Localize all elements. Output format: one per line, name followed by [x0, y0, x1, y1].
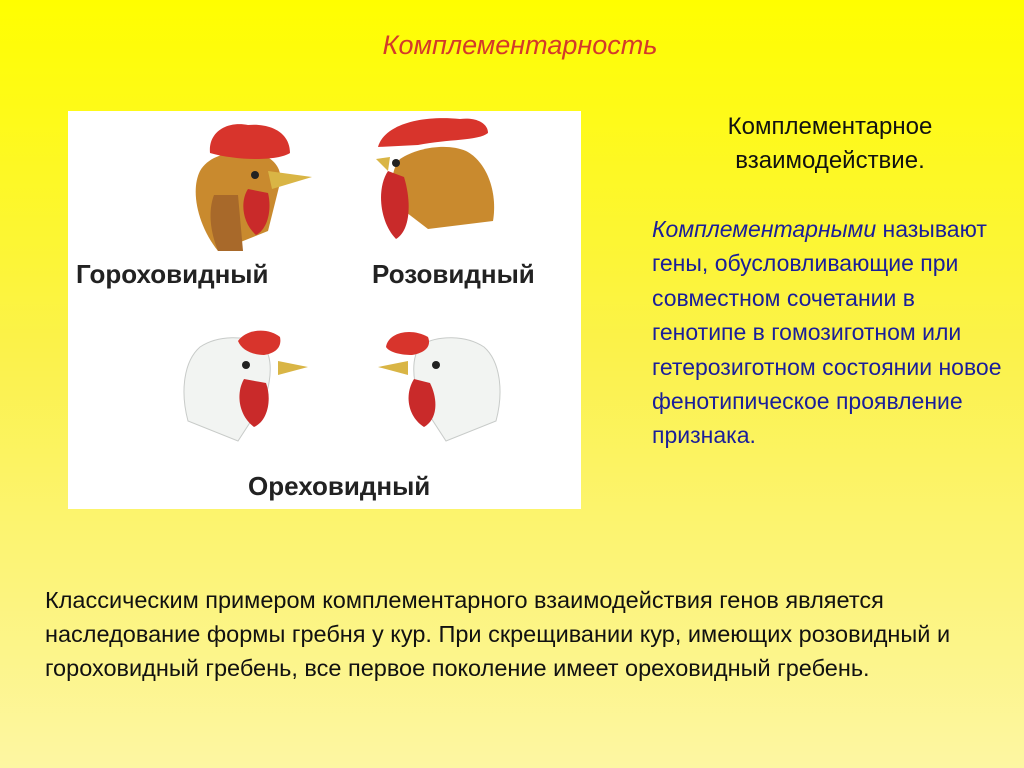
rooster-head-pea-comb: [196, 124, 312, 251]
label-pea-comb: Гороховидный: [76, 259, 269, 289]
rooster-heads-illustration: [68, 111, 581, 509]
definition-body: называют гены, обусловливающие при совместном сочетании в генотипе в гомозиготном или гетерозиготном состоянии новое фенотипическое проявление признака.: [652, 216, 1002, 449]
example-paragraph: Классическим примером комплементарного взаимодействия генов является наследование формы гребня у кур. При скрещивании кур, имеющих розовидный и гороховидный гребень, все первое поколение имеет ореховидный гребень.: [45, 587, 951, 681]
label-rose-comb: Розовидный: [372, 259, 535, 289]
definition-term: Комплементарными: [652, 216, 877, 242]
label-walnut-comb: Ореховидный: [248, 471, 431, 501]
rooster-comb-image: [68, 111, 581, 509]
section-heading: Комплементарное взаимодействие.: [727, 113, 933, 174]
slide-title: Комплементарность: [382, 30, 658, 60]
definition-text: [652, 212, 1002, 453]
rooster-head-walnut-comb-right: [378, 332, 500, 441]
rooster-head-rose-comb: [376, 118, 494, 239]
rooster-head-walnut-comb-left: [184, 331, 308, 441]
